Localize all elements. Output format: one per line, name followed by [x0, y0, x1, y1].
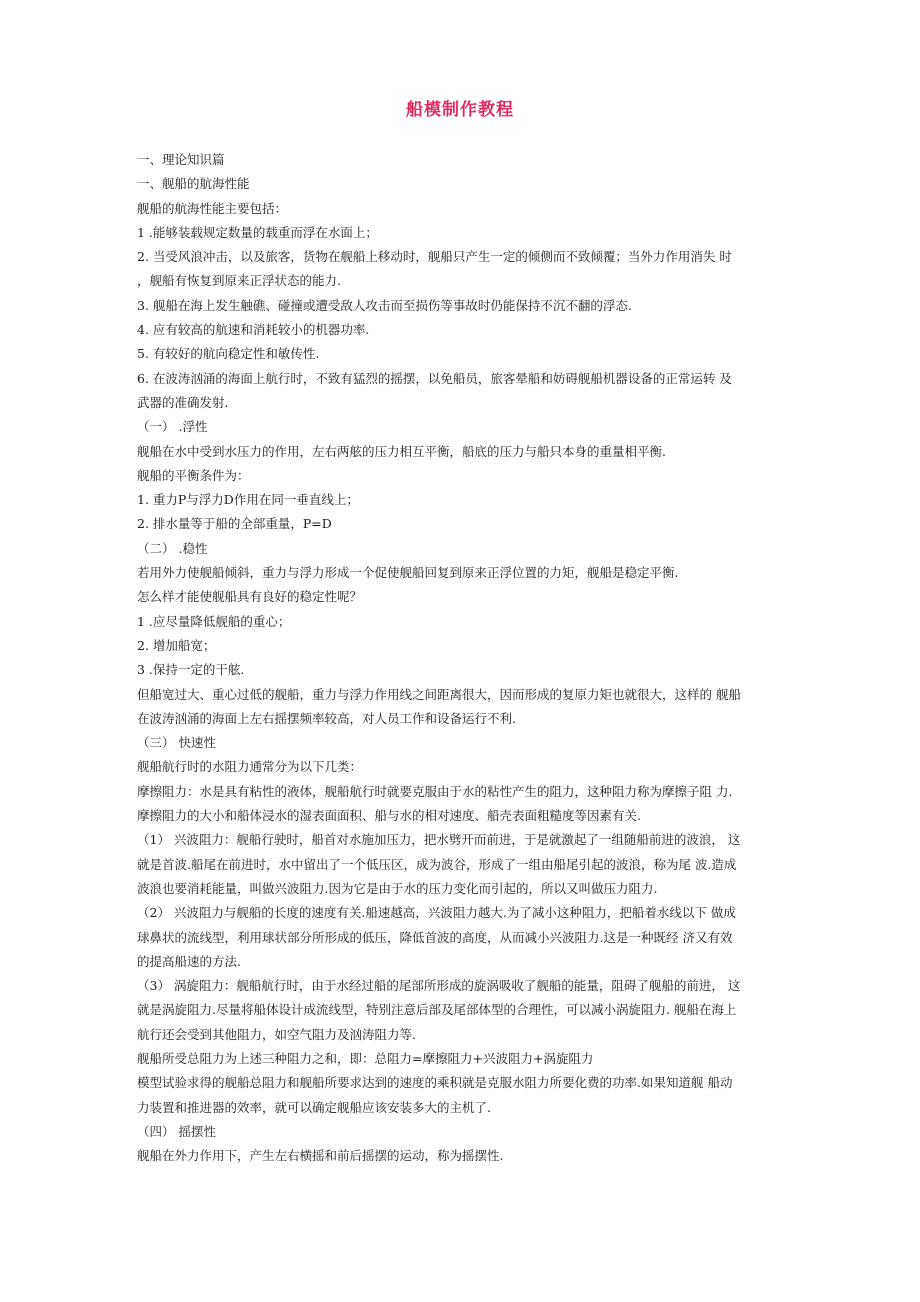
text-line: 模型试验求得的舰船总阻力和舰船所要求达到的速度的乘积就是克服水阻力所要化费的功率.如果知道舰 船动 [137, 1075, 733, 1091]
text-line: 航行还会受到其他阻力，如空气阻力及汹涛阻力等. [137, 1026, 416, 1042]
text-line: （3） 涡旋阻力：舰船航行时，由于水经过船的尾部所形成的旋涡吸收了舰船的能量，阻碍了舰船的前进， 这 [137, 978, 741, 994]
text-line: 2. 当受风浪冲击，以及旅客，货物在舰船上移动时，舰船只产生一定的倾侧而不致倾覆；当外力作用消失 时 [137, 249, 732, 265]
text-line: 波浪也要消耗能量，叫做兴波阻力.因为它是由于水的压力变化而引起的，所以又叫做压力阻力. [137, 880, 658, 896]
text-line: （二） .稳性 [137, 540, 208, 556]
text-line: 力装置和推进器的效率，就可以确定舰船应该安装多大的主机了. [137, 1099, 491, 1115]
text-line: 3. 舰船在海上发生触礁、碰撞或遭受敌人攻击而至损伤等事故时仍能保持不沉不翻的浮态. [137, 297, 632, 313]
text-line: （三） 快速性 [137, 735, 216, 751]
text-line: 摩擦阻力的大小和船体浸水的湿表面面积、船与水的相对速度、船壳表面粗糙度等因素有关. [137, 808, 641, 824]
text-line: 舰船在外力作用下，产生左右横摇和前后摇摆的运动，称为摇摆性. [137, 1148, 504, 1164]
text-line: 舰船在水中受到水压力的作用，左右两舷的压力相互平衡，船底的压力与船只本身的重量相平衡. [137, 443, 666, 459]
text-line: 2. 排水量等于船的全部重量，P=D [137, 516, 332, 532]
text-line: （1） 兴波阻力：舰船行驶时，船首对水施加压力，把水劈开而前进，于是就激起了一组随船前进的波浪， 这 [137, 832, 741, 848]
text-line: 舰船所受总阻力为上述三种阻力之和，即：总阻力=摩擦阻力+兴波阻力+涡旋阻力 [137, 1050, 594, 1066]
text-line: 舰船的平衡条件为： [137, 467, 250, 483]
text-line: 1 .应尽量降低舰船的重心； [137, 613, 291, 629]
text-line: （2） 兴波阻力与舰船的长度的速度有关.船速越高，兴波阻力越大.为了减小这种阻力，把船着水线以下 做成 [137, 905, 736, 921]
text-line: 4. 应有较高的航速和消耗较小的机器功率. [137, 322, 370, 338]
text-line: （一） .浮性 [137, 419, 208, 435]
text-line: 在波涛汹涌的海面上左右摇摆频率较高，对人员工作和设备运行不利. [137, 710, 516, 726]
document-body [137, 148, 797, 1168]
text-line: 3 .保持一定的干舷. [137, 662, 245, 678]
text-line: 舰船航行时的水阻力通常分为以下几类： [137, 759, 363, 775]
text-line: 6. 在波涛汹涌的海面上航行时，不致有猛烈的摇摆，以免船员，旅客晕船和妨碍舰船机器设备的正常运转 及 [137, 370, 732, 386]
text-line: 就是首波.船尾在前进时，水中留出了一个低压区，成为波谷，形成了一组由船尾引起的波浪，称为尾 波.造成 [137, 856, 737, 872]
document-title: 船模制作教程 [406, 100, 514, 120]
text-line: ，舰船有恢复到原来正浮状态的能力. [137, 273, 341, 289]
text-line: （四） 摇摆性 [137, 1123, 216, 1139]
text-line: 一、理论知识篇 [137, 152, 225, 167]
text-line: 2. 增加船宽； [137, 637, 216, 653]
text-line: 但船宽过大、重心过低的舰船，重力与浮力作用线之间距离很大，因而形成的复原力矩也就很大，这样的 舰船 [137, 686, 741, 702]
text-line: 1. 重力P与浮力D作用在同一垂直线上； [137, 492, 359, 508]
text-line: 怎么样才能使舰船具有良好的稳定性呢？ [137, 589, 363, 605]
text-line: 球鼻状的流线型，利用球状部分所形成的低压，降低首波的高度，从而减小兴波阻力.这是一种既经 济又有效 [137, 929, 733, 945]
text-line: 一、舰船的航海性能 [137, 176, 250, 192]
text-line: 若用外力使舰船倾斜，重力与浮力形成一个促使舰船回复到原来正浮位置的力矩，舰船是稳定平衡. [137, 565, 679, 581]
text-line: 舰船的航海性能主要包括： [137, 200, 288, 216]
text-line: 的提高船速的方法. [137, 953, 241, 969]
text-line: 5. 有较好的航向稳定性和敏传性. [137, 346, 320, 362]
text-line: 武器的准确发射. [137, 394, 229, 410]
text-line: 就是涡旋阻力.尽量将船体设计成流线型，特别注意后部及尾部体型的合理性，可以减小涡旋阻力. 舰船在海上 [137, 1002, 737, 1018]
text-line: 1 .能够装载规定数量的载重而浮在水面上； [137, 224, 378, 240]
text-line: 摩擦阻力：水是具有粘性的液体，舰船航行时就要克服由于水的粘性产生的阻力，这种阻力称为摩擦子阻 力. [137, 783, 733, 799]
